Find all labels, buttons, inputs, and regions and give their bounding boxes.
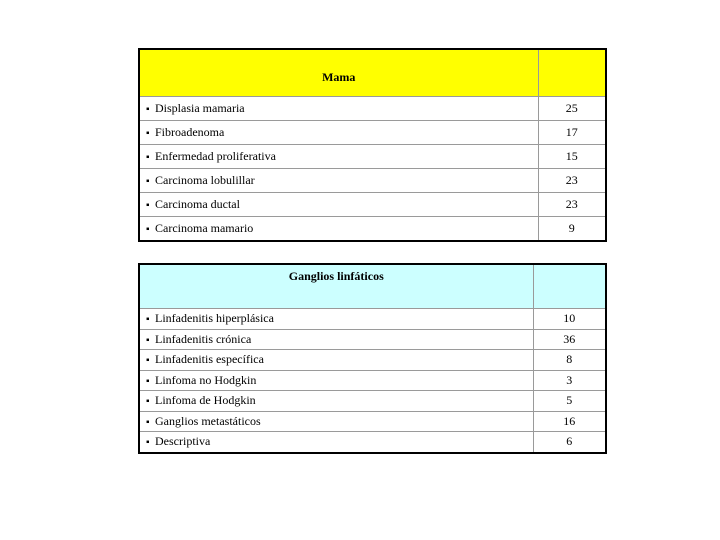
- row-value: 25: [538, 97, 606, 121]
- bullet-icon: ▪: [146, 416, 150, 428]
- mama-header-empty-cell: [538, 49, 606, 97]
- mama-table: [138, 48, 607, 242]
- bullet-icon: ▪: [146, 152, 150, 163]
- bullet-icon: ▪: [146, 314, 150, 326]
- table-row: [139, 411, 606, 432]
- row-value: 23: [538, 193, 606, 217]
- row-label: Displasia mamaria: [155, 101, 245, 115]
- ganglios-table: [138, 263, 607, 454]
- ganglios-header-row: [139, 264, 606, 309]
- bullet-icon: ▪: [146, 355, 150, 367]
- row-value: 9: [538, 217, 606, 242]
- row-value: 17: [538, 121, 606, 145]
- bullet-icon: ▪: [146, 375, 150, 387]
- table-row: [139, 370, 606, 391]
- row-label: Linfadenitis crónica: [155, 331, 252, 346]
- mama-header-row: [139, 49, 606, 97]
- row-label: Ganglios metastáticos: [155, 413, 261, 428]
- bullet-icon: ▪: [146, 176, 150, 187]
- row-label: Linfoma no Hodgkin: [155, 372, 257, 387]
- row-value: 36: [533, 329, 606, 350]
- table-row: [139, 145, 606, 169]
- table-row: [139, 309, 606, 330]
- row-value: 15: [538, 145, 606, 169]
- bullet-icon: ▪: [146, 104, 150, 115]
- table-row: [139, 432, 606, 453]
- mama-title: Mama: [139, 49, 538, 97]
- row-label: Descriptiva: [155, 434, 211, 449]
- bullet-icon: ▪: [146, 200, 150, 211]
- row-value: 16: [533, 411, 606, 432]
- row-value: 6: [533, 432, 606, 453]
- ganglios-title: Ganglios linfáticos: [139, 264, 533, 309]
- bullet-icon: ▪: [146, 437, 150, 449]
- table-row: [139, 193, 606, 217]
- table-row: [139, 97, 606, 121]
- row-value: 10: [533, 309, 606, 330]
- row-label: Fibroadenoma: [155, 125, 225, 139]
- table-row: [139, 169, 606, 193]
- row-label: Carcinoma lobulillar: [155, 173, 255, 187]
- bullet-icon: ▪: [146, 224, 150, 235]
- bullet-icon: ▪: [146, 396, 150, 408]
- row-value: 3: [533, 370, 606, 391]
- bullet-icon: ▪: [146, 334, 150, 346]
- row-label: Carcinoma ductal: [155, 197, 240, 211]
- table-row: [139, 329, 606, 350]
- table-row: [139, 391, 606, 412]
- row-value: 23: [538, 169, 606, 193]
- ganglios-header-empty-cell: [533, 264, 606, 309]
- table-row: [139, 217, 606, 242]
- bullet-icon: ▪: [146, 128, 150, 139]
- row-value: 5: [533, 391, 606, 412]
- table-row: [139, 121, 606, 145]
- row-label: Carcinoma mamario: [155, 221, 254, 235]
- row-label: Linfadenitis específica: [155, 352, 264, 367]
- row-label: Enfermedad proliferativa: [155, 149, 276, 163]
- row-label: Linfadenitis hiperplásica: [155, 311, 274, 326]
- row-value: 8: [533, 350, 606, 371]
- row-label: Linfoma de Hodgkin: [155, 393, 256, 408]
- table-row: [139, 350, 606, 371]
